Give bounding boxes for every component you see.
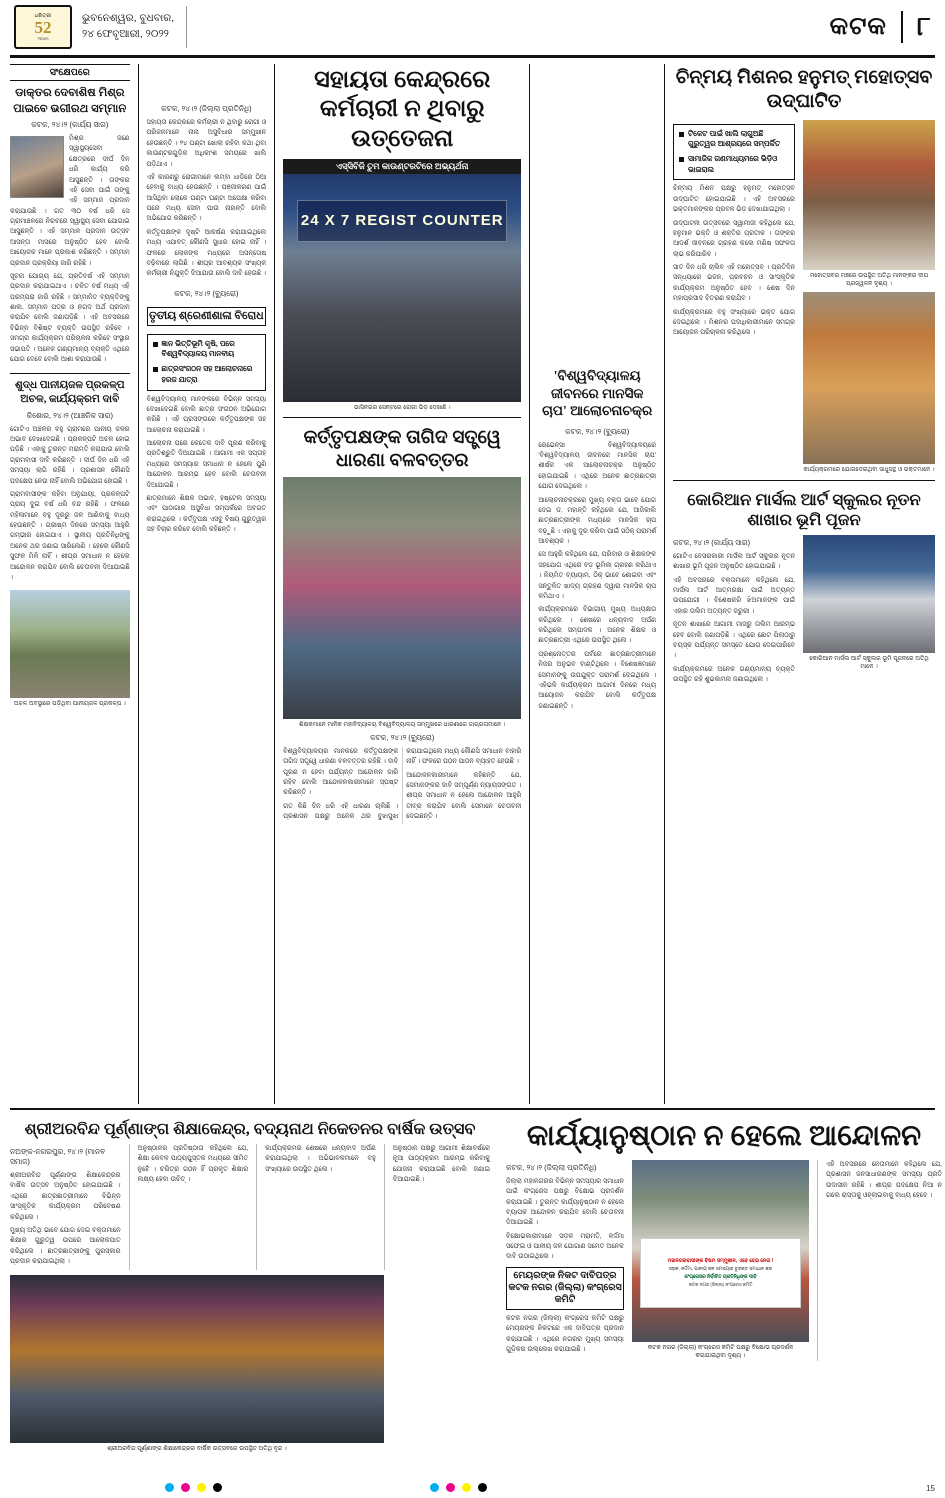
col2-bullet-2 — [153, 364, 261, 385]
bottom-left-body-2 — [138, 1144, 249, 1186]
col5-sub-body — [673, 552, 795, 686]
column-1 — [10, 64, 130, 1104]
col4-body — [538, 441, 656, 715]
bottom-right-para-2: ବିକ୍ଷୋଭକାରୀମାନେ ସଡ଼କ ମରାମତି, ନର୍ଦ୍ଦମା ସଫେଇ ଓ ପାନୀୟ ଜଳ ଯୋଗାଣ ସମେତ ଅନେକ ଦାବି ଉଠାଇଥିଲେ । — [506, 1232, 624, 1261]
martial-art-photo-caption: କୋରିଆନ ମାର୍ସଲ ଆର୍ଟ ସ୍କୁଲର ଭୂମି ପୂଜନରେ ଅତିଥି ମାନେ । — [809, 655, 929, 671]
col1-para-1: ମିଶ୍ର ଜଣେ ସ୍ୱାସ୍ଥ୍ୟସେବା କ୍ଷେତ୍ରରେ ଦୀର୍ଘ ଦିନ ଧରି କାର୍ଯ୍ୟ କରି ଆସୁଛନ୍ତି । ତାଙ୍କର ଏହି ସେବା ପାଇଁ ତାଙ୍କୁ ଏହି ସମ୍ମାନ ପ୍ରଦାନ କରାଯାଉଛି । ଗତ ୩୦ ବର୍ଷ ଧରି ସେ ଗ୍ରାମାଞ୍ଚଳରେ ନିରବରେ ସ୍ୱାସ୍ଥ୍ୟ ସେବା ଯୋଗାଇ ଆସୁଛନ୍ତି । ଏହି ସମ୍ମାନ ପ୍ରଦାନ ଉତ୍ସବ ଆସନ୍ତା ମାସରେ ଅନୁଷ୍ଠିତ ହେବ ବୋଲି ଆୟୋଜକ ମାନେ ପ୍ରକାଶ କରିଛନ୍ତି । ସମ୍ମାନ ପ୍ରଦାନ ପ୍ରକ୍ରିୟା ଜାରି ରହିଛି । — [10, 135, 130, 267]
bottom-left-para-5: ଅନୁଷ୍ଠାନ ପକ୍ଷରୁ ଆଗାମୀ ଶିକ୍ଷାବର୍ଷରେ ନୂଆ ପାଠ୍ୟକ୍ରମ ଆରମ୍ଭ କରିବାକୁ ଯୋଜନା କରାଯାଇଛି ବୋଲି ଜଣାଇ ଦିଆଯାଇଛି । — [392, 1145, 490, 1184]
col2-sub-byline: କଟକ, ୨୪।୨ (ବ୍ୟୁରୋ) — [174, 288, 239, 298]
bullet-square-icon — [679, 132, 684, 137]
column-3 — [283, 64, 521, 1104]
color-dots-left — [165, 1483, 222, 1492]
col4-headline: 'ବିଶ୍ୱବିଦ୍ୟାଳୟ ଜୀବନରେ ମାନସିକ ଚାପ' ଆଲୋଚନାଚକ୍ର — [542, 368, 653, 419]
bottom-right-para-1: ଜିଲ୍ଲା ମହାନଗରର ବିଭିନ୍ନ ସମସ୍ୟାର ସମାଧାନ ପାଇଁ କଂଗ୍ରେସ ପକ୍ଷରୁ ବିକ୍ଷୋଭ ପ୍ରଦର୍ଶନ କରାଯାଇଛି । ତୁରନ୍ତ କାର୍ଯ୍ୟାନୁଷ୍ଠାନ ନ ହେଲେ ବ୍ୟାପକ ଆନ୍ଦୋଳନ କରାଯିବ ବୋଲି ଚେତାବନୀ ଦିଆଯାଇଛି । — [506, 1177, 624, 1227]
col2-body — [147, 118, 267, 283]
aurobindo-photo-caption: ଶ୍ରୀଅରବିନ୍ଦ ପୂର୍ଣ୍ଣାଙ୍ଗ ଶିକ୍ଷାକେନ୍ଦ୍ରର ବାର୍ଷିକ ଉତ୍ସବରେ ଉପସ୍ଥିତ ଅତିଥି ବୃନ୍ଦ । — [107, 1446, 287, 1453]
col5-bullet-2-text: ସାମାଜିକ ଗଣମାଧ୍ୟମରେ ଭିଡ଼ିଓ ଭାଇରାଲ — [688, 153, 778, 174]
col2-bullet-box — [147, 334, 267, 391]
bullet-square-icon — [679, 157, 684, 162]
congress-photo-caption: କଟକ ନଗର (ଜିଲ୍ଲା) କଂଗ୍ରେସ କମିଟି ପକ୍ଷରୁ ବିକ୍ଷୋଭ ପ୍ରଦର୍ଶନ କରାଯାଇଥିବା ଦୃଶ୍ୟ । — [647, 1344, 794, 1360]
martial-art-photo — [803, 535, 935, 653]
col1-sub-para-2: ଗ୍ରାମବାସୀଙ୍କ କହିବା ଅନୁଯାୟୀ, ପ୍ରକଳ୍ପଟି ପ୍ରାୟ ଦୁଇ ବର୍ଷ ଧରି ବନ୍ଦ ରହିଛି । ଫଳରେ ମହିଳାମାନେ ବହୁ ଦୂରରୁ ଜଳ ଆଣିବାକୁ ବାଧ୍ୟ ହେଉଛନ୍ତି । ଗ୍ରୀଷ୍ମ ଦିନରେ ସମସ୍ୟା ଆହୁରି ଗମ୍ଭୀର ହୋଇଯାଏ । ସ୍ଥାନୀୟ ପ୍ରତିନିଧିଙ୍କୁ ଅନେକ ଥର ଜଣାଇ ସାରିଲେଣି । ହେଲେ କୌଣସି ସୁଫଳ ମିଳି ନାହିଁ । ଶୀଘ୍ର ସମାଧାନ ନ ହେଲେ ଆନ୍ଦୋଳନ କରାଯିବ ବୋଲି ଚେତାବନୀ ଦିଆଯାଇଛି । — [10, 490, 130, 581]
col1-sub-headline: ଶୁଦ୍ଧ ପାନୀୟଜଳ ପ୍ରକଳ୍ପ ଅଚଳ, କାର୍ଯ୍ୟକ୍ରମ ଦାବି — [14, 380, 125, 406]
column-2 — [147, 64, 267, 1104]
agitation-headline: କାର୍ଯ୍ୟାନୁଷ୍ଠାନ ନ ହେଲେ ଆନ୍ଦୋଳନ — [526, 1120, 922, 1152]
chinmaya-audience-photo — [803, 292, 935, 464]
reporter-photo — [10, 136, 64, 198]
bottom-left-para-4: କାର୍ଯ୍ୟକ୍ରମର ଶେଷରେ ଧନ୍ୟବାଦ ଅର୍ପଣ କରାଯାଇଥିଲା । ଅଭିଭାବକମାନେ ବହୁ ସଂଖ୍ୟାରେ ଉପସ୍ଥିତ ଥିଲେ । — [265, 1145, 376, 1173]
col2-sub-para-3: ଛାତ୍ରମାନେ ଶିକ୍ଷକ ଅଭାବ, ହଷ୍ଟେଲ ସମସ୍ୟା ଏବଂ ପାଠାଗାର ଅସୁବିଧା ସମ୍ପର୍କରେ ଅବଗତ କରାଇଥିଲେ । କର୍ତ୍ତୃପକ୍ଷ ଏସବୁ ବିଷୟ ଗୁରୁତ୍ୱର ସହ ବିଚାର କରିବେ ବୋଲି କହିଛନ୍ତି । — [146, 494, 267, 534]
banner-line-1: ମହାନଗରବାସୀଙ୍କ ବିଷମ ସମ୍ମୁଖୀନ, ଏବେ ହେଇ ନେତା ! — [667, 1258, 774, 1265]
chinmaya-photo2-caption: କାର୍ଯ୍ୟକ୍ରମରେ ଯୋଗଦେଇଥିବା ସାଧୁସନ୍ଥ ଓ ଭକ୍ତମାନେ । — [803, 467, 935, 474]
bottom-left-body-3 — [265, 1144, 376, 1175]
banner-line-3: କଂଗ୍ରେସର ନିର୍ବାଚିତ ପ୍ରତିନିଧିଙ୍କ ଦାବି — [684, 1275, 757, 1281]
col3-mid-para-3: ଆନ୍ଦୋଳନକାରୀମାନେ କହିଛନ୍ତି ଯେ, ସେମାନଙ୍କର ଦାବି ସମ୍ପୂର୍ଣ୍ଣ ନ୍ୟାୟସଙ୍ଗତ । ଶୀଘ୍ର ସମାଧାନ ନ ହେଲେ ଆନ୍ଦୋଳନ ଆହୁରି ତୀବ୍ର କରାଯିବ ବୋଲି ସେମାନେ ଚେତାବନୀ ଦେଇଛନ୍ତି । — [406, 771, 522, 821]
top-region — [10, 64, 935, 1104]
col1-headline: ଡାକ୍ତର ଦେବାଶିଷ ମିଶ୍ର ପାଇବେ ଭଗୀରଥ ସମ୍ମାନ — [13, 87, 127, 115]
col5-sub-para-4: କାର୍ଯ୍ୟକ୍ରମରେ ଅନେକ ଗଣ୍ୟମାନ୍ୟ ବ୍ୟକ୍ତି ଉପସ୍ଥିତ ରହି ଶୁଭକାମନା ଜଣାଇଥିଲେ । — [673, 665, 796, 684]
brief-kicker: ସଂକ୍ଷେପରେ — [10, 64, 130, 81]
col4-para-5: ପ୍ରଶ୍ନୋତ୍ତର ପର୍ବରେ ଛାତ୍ରଛାତ୍ରୀମାନେ ନିଜର ଅନୁଭବ ବାଣ୍ଟିଥିଲେ । ବିଶେଷଜ୍ଞମାନେ ସେମାନଙ୍କୁ ଉପଯୁକ୍ତ ପରାମର୍ଶ ଦେଇଥିଲେ । ଏହିଭଳି କାର୍ଯ୍ୟକ୍ରମ ଆଗାମୀ ଦିନରେ ମଧ୍ୟ ଆୟୋଜନ କରାଯିବ ବୋଲି କର୍ତ୍ତୃପକ୍ଷ ଜଣାଇଛନ୍ତି । — [538, 650, 657, 710]
col5-para-1: ଚିନ୍ମୟ ମିଶନ ପକ୍ଷରୁ ହନୁମତ୍ ମହୋତ୍ସବ ଉଦ୍‌ଘାଟିତ ହୋଇଯାଇଛି । ଏହି ଅବସରରେ ଭକ୍ତମାନଙ୍କର ପ୍ରବଳ ଭିଡ଼ ଦେଖାଯାଇଥିଲା । — [673, 185, 796, 214]
col2-para-3: କର୍ତ୍ତୃପକ୍ଷଙ୍କ ଦୃଷ୍ଟି ଆକର୍ଷଣ କରାଯାଇଥିଲେ ମଧ୍ୟ ଏଯାବତ୍ କୌଣସି ସୁଧାର ହୋଇ ନାହିଁ । ଫଳରେ ଲୋକଙ୍କ ମଧ୍ୟରେ ଅସନ୍ତୋଷ ବଢ଼ିବାରେ ଲାଗିଛି । ଶୀଘ୍ର ଆବଶ୍ୟକ ସଂଖ୍ୟକ କର୍ମଚାରୀ ନିଯୁକ୍ତି ଦିଆଯାଉ ବୋଲି ଦାବି ହେଉଛି । — [146, 228, 267, 278]
col1-body — [10, 134, 130, 368]
logo-title: ଧରିତ୍ରୀ — [34, 12, 52, 19]
col5-sub-para-2: ଏହି ଅବସରରେ ବକ୍ତାମାନେ କହିଥିଲେ ଯେ, ମାର୍ସଲ ଆର୍ଟ ଆତ୍ମରକ୍ଷା ପାଇଁ ଅତ୍ୟନ୍ତ ଉପଯୋଗୀ । ବିଶେଷକରି ଝିଅମାନଙ୍କ ପାଇଁ ଏହାର ତାଲିମ ଅତ୍ୟନ୍ତ ଜରୁରୀ । — [673, 576, 796, 615]
bottom-right-para-3: ଏହି ଅବସରରେ ନେତାମାନେ କହିଥିଲେ ଯେ, ପ୍ରଶାସନ ଜନସାଧାରଣଙ୍କ ସମସ୍ୟା ପ୍ରତି ଉଦାସୀନ ରହିଛି । ଶୀଘ୍ର ପଦକ୍ଷେପ ନିଆ ନ ଗଲେ ରାସ୍ତାକୁ ଓହ୍ଲାଇବାକୁ ବାଧ୍ୟ ହେବେ । — [825, 1160, 943, 1199]
col2-para-1: ସହାୟତା କେନ୍ଦ୍ରରେ କର୍ମଚାରୀ ନ ଥିବାରୁ ରୋଗୀ ଓ ପରିଜନମାନେ ନାନା ଅସୁବିଧାର ସମ୍ମୁଖୀନ ହେଉଛନ୍ତି । ୨୪ ଘଣ୍ଟା ଖୋଲା ରହିବା କଥା ଥିବା କାଉଣ୍ଟରଗୁଡ଼ିକ ଅଧିକାଂଶ ସମୟରେ ଖାଲି ପଡ଼ିଥାଏ । — [146, 119, 267, 168]
counter-signboard: 24 X 7 REGIST COUNTER — [297, 200, 507, 242]
banner-line-4: କଟକ ନଗର (ଜିଲ୍ଲା) କଂଗ୍ରେସ କମିଟି — [688, 1282, 753, 1288]
chinmaya-headline: ଚିନ୍ମୟ ମିଶନର ହନୁମତ୍ ମହୋତ୍ସବ ଉଦ୍‌ଘାଟିତ — [675, 67, 933, 112]
col3-photo-caption: ଭାସିନଗର ସେନ୍ଟରେ ରୋଗୀ ଭିଡ଼ ଦେଖାଛି । — [353, 404, 451, 411]
col2-sub-body — [147, 395, 267, 539]
bottom-right-body-1 — [506, 1177, 624, 1263]
yellow-dot-icon — [462, 1483, 471, 1492]
col2-bullet-1 — [153, 339, 261, 360]
page-mark: ୮ — [901, 11, 931, 43]
col5-bullet-1 — [679, 129, 789, 150]
bullet-square-icon — [153, 342, 158, 347]
help-desk-photo — [283, 174, 521, 402]
col1-sub-body — [10, 425, 130, 587]
aurobindo-event-photo — [10, 1275, 384, 1443]
bottom-region — [10, 1116, 943, 1476]
magenta-dot-icon — [446, 1483, 455, 1492]
bottom-left-para-2: ମୁଖ୍ୟ ଅତିଥି ଭାବେ ଯୋଗ ଦେଇ ବକ୍ତାମାନେ ଶିକ୍ଷାର ଗୁରୁତ୍ୱ ଉପରେ ଆଲୋକପାତ କରିଥିଲେ । ଛାତ୍ରଛାତ୍ରୀଙ୍କୁ ପୁରସ୍କାର ପ୍ରଦାନ କରାଯାଇଥିଲା । — [10, 1226, 121, 1265]
col2-bullet-2-text: ଛାତ୍ରସଂଗଠନ ସହ ଆଲୋଚନାରେ ହରଜ ଯାତ୍ରା — [161, 364, 253, 384]
col5-sub-para-1: ଗୋଟିଏ ବେସରକାରୀ ମାର୍ସଲ ଆର୍ଟ ସ୍କୁଲର ନୂତନ ଶାଖାର ଭୂମି ପୂଜନ ଅନୁଷ୍ଠିତ ହୋଇଯାଇଛି । — [673, 552, 796, 571]
col1-para-2: ସୂଚନା ଯୋଗ୍ୟ ଯେ, ପ୍ରତିବର୍ଷ ଏହି ସମ୍ମାନ ପ୍ରଦାନ କରାଯାଇଥାଏ । ଚଳିତ ବର୍ଷ ମଧ୍ୟ ଏହି ପରମ୍ପରା ଜାରି ରହିଛି । ସମ୍ମାନିତ ବ୍ୟକ୍ତିଙ୍କୁ ଶାଲ, ସମ୍ମାନ ପତ୍ର ଓ ନଗଦ ଅର୍ଥ ପ୍ରଦାନ କରାଯିବ ବୋଲି ଜଣାପଡ଼ିଛି । ଏହି ଅବସରରେ ବିଭିନ୍ନ ବିଶିଷ୍ଟ ବ୍ୟକ୍ତି ଉପସ୍ଥିତ ରହିବେ । ସମଗ୍ର କାର୍ଯ୍ୟକ୍ରମ ପରିଚାଳନା କରିବେ ସଂସ୍ଥାର ସଭାପତି । ଅନେକ ଗଣ୍ୟମାନ୍ୟ ବ୍ୟକ୍ତି ଏଥିରେ ଯୋଗ ଦେବେ ବୋଲି ଆଶା କରାଯାଉଛି । — [10, 272, 130, 363]
col2-bullet-1-text: ଜ୍ଞାନ ଭିତ୍ତିଭୂମି କୃଷି, ପରେ ବିଶ୍ୱବିଦ୍ୟାଳୟ ମାନବୀୟ — [161, 338, 235, 359]
col4-byline: କଟକ, ୨୪।୨ (ବ୍ୟୁରୋ) — [565, 426, 630, 436]
col4-para-3: ସେ ଆହୁରି କହିଥିଲେ ଯେ, ପରିବାର ଓ ଶିକ୍ଷକଙ୍କ ସହଯୋଗ ଏଥିରେ ବଡ଼ ଭୂମିକା ଗ୍ରହଣ କରିଥାଏ । ନିୟମିତ ବ୍ୟାୟାମ, ଠିକ୍ ଭାବେ ଶୋଇବା ଏବଂ ସନ୍ତୁଳିତ ଖାଦ୍ୟ ଗ୍ରହଣ ଦ୍ୱାରା ମାନସିକ ଚାପ କମିଥାଏ । — [538, 551, 657, 600]
magenta-dot-icon — [181, 1483, 190, 1492]
col1-photo-caption: ଅଚଳ ଅବସ୍ଥାରେ ପଡ଼ିଥିବା ପାନୀୟଜଳ ପ୍ରକଳ୍ପ । — [13, 701, 126, 708]
col4-para-4: କାର୍ଯ୍ୟକ୍ରମରେ ବିଭାଗୀୟ ମୁଖ୍ୟ ଅଧ୍ୟକ୍ଷତା କରିଥିଲେ । ଶେଷରେ ଧନ୍ୟବାଦ ଅର୍ପଣ କରିଥିଲେ ସମ୍ପାଦକ । ଅନେକ ଶିକ୍ଷକ ଓ ଛାତ୍ରଛାତ୍ରୀ ଏଥିରେ ଉପସ୍ଥିତ ଥିଲେ । — [538, 606, 657, 645]
bottom-left-body-1 — [10, 1171, 121, 1267]
col3-mid-byline: କଟକ, ୨୪।୨ (ବ୍ୟୁରୋ) — [370, 732, 435, 742]
yellow-dot-icon — [197, 1483, 206, 1492]
aurobindo-headline: ଶ୍ରୀଅରବିନ୍ଦ ପୂର୍ଣ୍ଣାଙ୍ଗ ଶିକ୍ଷାକେନ୍ଦ୍ର, ବଦ୍ୟନାଥ ନିକେତନର ବାର୍ଷିକ ଉତ୍ସବ — [24, 1121, 476, 1138]
col1-byline: କଟକ, ୨୪।୨ (କାର୍ଯ୍ୟ ସାର) — [31, 120, 109, 130]
memorandum-box-title: ମେୟରଙ୍କ ନିକଟ ଦାବିପତ୍ର କଟକ ନଗର (ଜିଲ୍ଲା) କଂଗ୍ରେସ କମିଟି — [506, 1267, 624, 1310]
protest-photo-caption: ଶିକ୍ଷକମାନେ ମାନିକ ମହାବିଦ୍ୟାଳୟ ବିଶ୍ୱବିଦ୍ୟାଳୟ ସମ୍ମୁଖରେ ଧାରଣାରେ ଜାଗ୍ରତାମାନେ । — [299, 722, 506, 729]
cyan-dot-icon — [165, 1483, 174, 1492]
col3-mid-body — [283, 747, 521, 824]
col5-para-3: ସାତ ଦିନ ଧରି ଚାଲିବ ଏହି ମହୋତ୍ସବ । ପ୍ରତିଦିନ ସନ୍ଧ୍ୟାରେ ଭଜନ, ପ୍ରବଚନ ଓ ସାଂସ୍କୃତିକ କାର୍ଯ୍ୟକ୍ରମ ଅନୁଷ୍ଠିତ ହେବ । ଶେଷ ଦିନ ମହାପ୍ରସାଦ ବିତରଣ କରାଯିବ । — [673, 264, 796, 303]
col3-mid-para-2: ଗତ କିଛି ଦିନ ଧରି ଏହି ଧାରଣା ଚାଲିଛି । ପ୍ରଶାସନ ପକ୍ଷରୁ ଅନେକ ଥର ବୁଝାସୁଝା କରାଯାଇଥିଲେ ମଧ୍ୟ କୌଣସି ସମାଧାନ ବାହାରି ନାହିଁ । ଫଳରେ ପଠନ ପାଠନ ବ୍ୟାହତ ହେଉଛି । — [283, 747, 522, 821]
edition-place: ଭୁବନେଶ୍ୱର, ବୁଧବାର, — [82, 11, 175, 24]
col1-sub-para-1: ଗୋଟିଏ ଅଞ୍ଚଳର ବହୁ ଗ୍ରାମରେ ପାନୀୟ ଜଳର ଅଭାବ ଦେଖାଦେଇଛି । ପ୍ରକଳ୍ପଟି ଅଚଳ ହୋଇ ପଡ଼ିଛି । ଏହାକୁ ତୁରନ୍ତ ମରାମତି କରାଯାଉ ବୋଲି ଗ୍ରାମବାସୀ ଦାବି କରିଛନ୍ତି । ଦୀର୍ଘ ଦିନ ଧରି ଏହି ସମସ୍ୟା ଲାଗି ରହିଛି । ପ୍ରଶାସନ କୌଣସି ପଦକ୍ଷେପ ନେଉ ନାହିଁ ବୋଲି ଅଭିଯୋଗ ହୋଇଛି । — [10, 425, 130, 485]
col5-para-4: କାର୍ଯ୍ୟକ୍ରମରେ ବହୁ ସଂଖ୍ୟାରେ ଭକ୍ତ ଯୋଗ ଦେଇଥିଲେ । ମିଶନର ପଦାଧିକାରୀମାନେ ସମଗ୍ର ଆୟୋଜନ ପରିଚାଳନା କରିଥିଲେ । — [673, 308, 796, 337]
col5-sub-para-3: ନୂତନ ଶାଖାରେ ଆଗାମୀ ମାସରୁ ତାଲିମ ଆରମ୍ଭ ହେବ ବୋଲି ଜଣାପଡ଼ିଛି । ଏଥିରେ ଛୋଟ ପିଲାଠାରୁ ବୟସ୍କ ପର୍ଯ୍ୟନ୍ତ ସମସ୍ତେ ଯୋଗ ଦେଇପାରିବେ । — [673, 621, 796, 660]
footer-page-number: 15 — [926, 1484, 935, 1493]
col5-sub-byline: କଟକ, ୨୪।୨ (କାର୍ଯ୍ୟ ସାର) — [673, 537, 751, 547]
bottom-left-para-3: ଅନୁଷ୍ଠାନର ପ୍ରତିଷ୍ଠାତା କହିଥିଲେ ଯେ, ଶିକ୍ଷା କେବଳ ପାଠ୍ୟପୁସ୍ତକ ମଧ୍ୟରେ ସୀମିତ ନୁହେଁ । ଚରିତ୍ର ଗଠନ ହିଁ ପ୍ରକୃତ ଶିକ୍ଷାର ଲକ୍ଷ୍ୟ ହେବା ଉଚିତ୍ । — [137, 1145, 249, 1184]
edition-date: ୨୪ ଫେବୃଆରୀ, ୨୦୨୨ — [82, 27, 169, 40]
bottom-left-body-4 — [393, 1144, 490, 1186]
martial-art-headline: କୋରିଆନ ମାର୍ସଲ ଆର୍ଟ ସ୍କୁଲର ନୂତନ ଶାଖାର ଭୂମି ପୂଜନ — [687, 489, 921, 530]
banner-line-2: ସଡ଼କ, ନର୍ଦ୍ଦମା, ପାନୀୟ ଜଳ ସମସ୍ୟାର ତୁରନ୍ତ ସମାଧାନ କର — [668, 1266, 773, 1272]
congress-protest-photo — [632, 1160, 809, 1342]
col4-para-2: ଆଲୋଚନାଚକ୍ରରେ ମୁଖ୍ୟ ବକ୍ତା ଭାବେ ଯୋଗ ଦେଇ ଡ. ମହାନ୍ତି କହିଥିଲେ ଯେ, ଆଜିକାଲି ଛାତ୍ରଛାତ୍ରୀଙ୍କ ମଧ୍ୟରେ ମାନସିକ ଚାପ ବଢ଼ୁଛି । ଏହାକୁ ଦୂର କରିବା ପାଇଁ ସଠିକ୍ ପରାମର୍ଶ ଆବଶ୍ୟକ । — [538, 496, 657, 546]
cyan-dot-icon — [430, 1483, 439, 1492]
col5-body-upper — [673, 184, 795, 338]
chinmaya-stage-photo — [803, 120, 935, 270]
col1-sub-byline: କିଶୋର, ୨୪।୨ (ଆଞ୍ଚଳିକ ସାର) — [26, 410, 113, 420]
bottom-left — [10, 1116, 490, 1476]
chinmaya-photo1-caption: ମହୋତ୍ସବର ମଞ୍ଚରେ ଉପସ୍ଥିତ ଅତିଥି ମାନଙ୍କର ଦୀପ ପ୍ରଜ୍ୱଳନ ଦୃଶ୍ୟ । — [809, 272, 929, 287]
photo-banner-strip: ଏସ୍‌ସିବିଜି ତୁମ କାଉଣ୍ଟରଟିରେ ଅଭ୍ୟର୍ଥନା — [283, 159, 521, 174]
black-dot-icon — [478, 1483, 487, 1492]
edition-dateline — [82, 6, 187, 48]
logo-anniversary-number: 52 — [34, 17, 52, 37]
col5-para-2: ଉଦ୍‌ଘାଟନୀ ଉତ୍ସବରେ ସ୍ୱାମୀଜୀ କହିଥିଲେ ଯେ, ହନୁମାନ ଭକ୍ତି ଓ ଶକ୍ତିର ପ୍ରତୀକ । ତାଙ୍କର ଆଦର୍ଶ ଜୀବନରେ ଗ୍ରହଣ କଲେ ମଣିଷ ସଫଳତା ଲାଭ କରିପାରିବ । — [673, 219, 796, 258]
bullet-square-icon — [153, 367, 158, 372]
memorandum-para: କଟକ ନଗର (ଜିଲ୍ଲା) କଂଗ୍ରେସ କମିଟି ପକ୍ଷରୁ ମେୟରଙ୍କ ନିକଟରେ ଏକ ଦାବିପତ୍ର ପ୍ରଦାନ କରାଯାଇଛି । ଏଥିରେ ନଗରର ମୁଖ୍ୟ ସମସ୍ୟା ଗୁଡ଼ିକର ଉଲ୍ଲେଖ କରାଯାଇଛି । — [506, 1314, 624, 1353]
color-dots-mid — [430, 1483, 487, 1492]
water-project-photo — [10, 590, 130, 698]
col2-sub-para-1: ବିଶ୍ୱବିଦ୍ୟାଳୟ ମାନଙ୍କରେ ବିଭିନ୍ନ ସମସ୍ୟା ଦେଖାଦେଇଛି ବୋଲି ଛାତ୍ର ସଂଗଠନ ଅଭିଯୋଗ କରିଛି । ଏହି ପ୍ରସଙ୍ଗରେ କର୍ତ୍ତୃପକ୍ଷଙ୍କ ସହ ଆଲୋଚନା କରାଯାଇଛି । — [146, 395, 267, 434]
publication-logo — [14, 5, 72, 49]
col5-bullet-2 — [679, 154, 789, 175]
bottom-right-byline: କଟକ, ୨୪।୨ (ଜିଲ୍ଲା ପ୍ରତିନିଧି) — [506, 1162, 597, 1172]
protest-photo — [283, 477, 521, 719]
col2-para-2: ଏହି କାରଣରୁ ରୋଗୀମାନେ ଲମ୍ବା ଧାଡ଼ିରେ ଠିଆ ହେବାକୁ ବାଧ୍ୟ ହେଉଛନ୍ତି । ପଞ୍ଜୀକରଣ ପାଇଁ ଆସିଥିବା ଲୋକେ ଘଣ୍ଟା ଘଣ୍ଟା ଅପେକ୍ଷା କରିବା ପରେ ମଧ୍ୟ ସେବା ପାଉ ନାହାନ୍ତି ବୋଲି ଅଭିଯୋଗ କରିଛନ୍ତି । — [146, 173, 267, 223]
col2-box-heading: ତୃତୀୟ ଶ୍ରେଣୀଶାଳା ବିରୋଧ — [147, 307, 267, 326]
protest-headline: କର୍ତ୍ତୃପକ୍ଷଙ୍କ ତାଗିଦ ସତ୍ତ୍ୱେ ଧାରଣା ବଳବତ୍ତର — [303, 428, 501, 472]
col5-bullet-box — [673, 124, 795, 181]
bottom-left-byline: ନଅଙ୍କ-ନଗରପୁର, ୨୪।୨ (ମାନବ ସମାଜ) — [10, 1147, 106, 1166]
memorandum-box-body — [506, 1314, 624, 1356]
lead-headline: ସହାୟତା କେନ୍ଦ୍ରରେ କର୍ମଚାରୀ ନ ଥିବାରୁ ଉତ୍ତେଜନା — [314, 67, 491, 152]
column-5 — [673, 64, 935, 1104]
col4-para-1: ରେଭେନ୍‌ସା ବିଶ୍ୱବିଦ୍ୟାଳୟରେ 'ବିଶ୍ୱବିଦ୍ୟାଳୟ ଜୀବନରେ ମାନସିକ ଚାପ' ଶୀର୍ଷକ ଏକ ଆଲୋଚନାଚକ୍ର ଅନୁଷ୍ଠିତ ହୋଇଯାଇଛି । ଏଥିରେ ଅନେକ ଛାତ୍ରଛାତ୍ରୀ ଯୋଗ ଦେଇଥିଲେ । — [538, 441, 657, 491]
bottom-right-body-2 — [826, 1160, 942, 1202]
logo-years-label: Years — [37, 35, 49, 41]
city-name: କଟକ — [829, 12, 887, 40]
col5-bullet-1-text: ଟିକେଟ ପାଇଁ ଖାଲି ଲାଗୁଅଛି ଗୁରୁତ୍ୱର ଆଶ୍ରୟରେ ସମ୍ପର୍କିତ — [688, 128, 781, 149]
bottom-right — [506, 1116, 942, 1476]
col2-sub-para-2: ଆଲୋଚନା ପରେ କେତେକ ଦାବି ପୂରଣ କରିବାକୁ ପ୍ରତିଶ୍ରୁତି ଦିଆଯାଇଛି । ଆଗାମୀ ଏକ ସପ୍ତାହ ମଧ୍ୟରେ ସମସ୍ୟାର ସମାଧାନ ନ ହେଲେ ପୁଣି ଆନ୍ଦୋଳନ ଆରମ୍ଭ ହେବ ବୋଲି ଚେତାବନୀ ଦିଆଯାଇଛି । — [146, 440, 267, 489]
black-dot-icon — [213, 1483, 222, 1492]
col3-mid-para-1: ବିଶ୍ୱବିଦ୍ୟାଳୟର ମାନକରେ କର୍ତ୍ତୃପକ୍ଷଙ୍କ ତାଗିଦ ସତ୍ତ୍ୱେ ଧାରଣା ବଳବତ୍ତର ରହିଛି । ଦାବି ପୂରଣ ନ ହେବା ପର୍ଯ୍ୟନ୍ତ ଆନ୍ଦୋଳନ ଜାରି ରହିବ ବୋଲି ଆନ୍ଦୋଳନକାରୀମାନେ ସ୍ପଷ୍ଟ କରିଛନ୍ତି । — [283, 747, 399, 797]
masthead — [10, 0, 935, 58]
column-4 — [538, 64, 656, 1104]
bottom-left-para-1: ଶ୍ରୀଅରବିନ୍ଦ ପୂର୍ଣ୍ଣାଙ୍ଗ ଶିକ୍ଷାକେନ୍ଦ୍ରର ବାର୍ଷିକ ଉତ୍ସବ ଅନୁଷ୍ଠିତ ହୋଇଯାଇଛି । ଏଥିରେ ଛାତ୍ରଛାତ୍ରୀମାନେ ବିଭିନ୍ନ ସାଂସ୍କୃତିକ କାର୍ଯ୍ୟକ୍ରମ ପରିବେଷଣ କରିଥିଲେ । — [10, 1172, 121, 1221]
col2-byline: କଟକ, ୨୪।୨ (ଜିଲ୍ଲା ପ୍ରତିନିଧି) — [161, 104, 252, 113]
